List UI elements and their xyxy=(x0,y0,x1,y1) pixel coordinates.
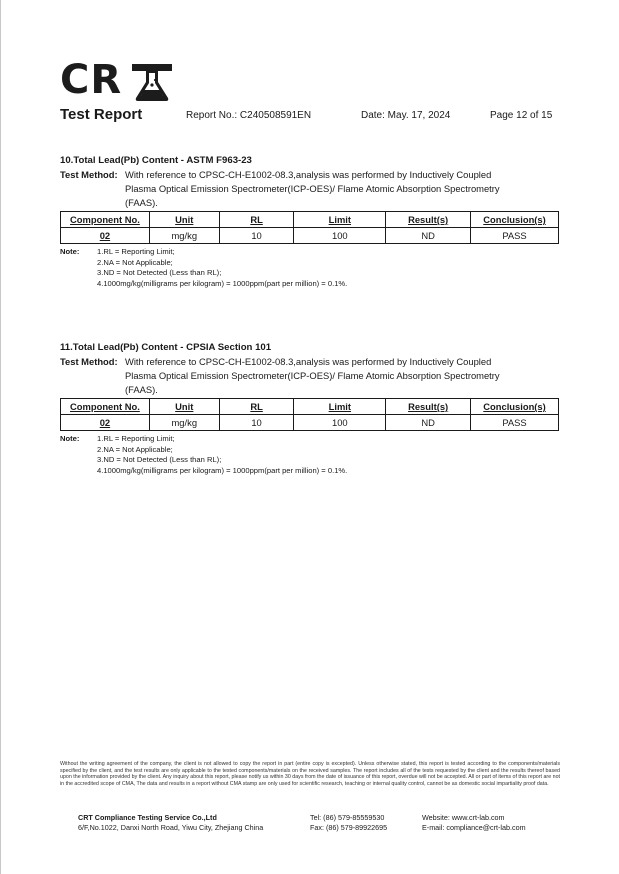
cell-result: ND xyxy=(386,228,471,244)
table-row xyxy=(61,228,559,244)
note-item: 4.1000mg/kg(milligrams per kilogram) = 1000ppm(part per million) = 0.1%. xyxy=(97,278,348,288)
telephone: Tel: (86) 579-85559530 xyxy=(310,813,385,822)
table-header-row xyxy=(61,212,559,228)
cell-unit: mg/kg xyxy=(149,415,219,431)
cell-limit: 100 xyxy=(294,415,386,431)
test-method-line: (FAAS). xyxy=(125,384,158,395)
website: Website: www.crt-lab.com xyxy=(422,813,505,822)
results-table xyxy=(60,398,559,431)
crt-logo xyxy=(60,58,180,102)
header-limit: Limit xyxy=(294,399,386,415)
note-item: 3.ND = Not Detected (Less than RL); xyxy=(97,268,222,277)
company-name: CRT Compliance Testing Service Co.,Ltd xyxy=(78,813,217,822)
contact-info xyxy=(310,813,387,833)
page-edge xyxy=(0,0,1,874)
cell-rl: 10 xyxy=(219,228,294,244)
table-header-row xyxy=(61,399,559,415)
logo-text: CR xyxy=(60,57,123,103)
test-method xyxy=(60,168,560,210)
cell-unit: mg/kg xyxy=(149,228,219,244)
fax: Fax: (86) 579-89922695 xyxy=(310,823,388,832)
cell-rl: 10 xyxy=(219,415,294,431)
test-method-line: Plasma Optical Emission Spectrometer(ICP-OES)/ Flame Atomic Absorption Spectrometry xyxy=(125,183,500,194)
header-unit: Unit xyxy=(149,212,219,228)
header-results: Result(s) xyxy=(386,212,471,228)
header-component-no: Component No. xyxy=(61,212,150,228)
note-label: Note: xyxy=(60,434,80,443)
header-results: Result(s) xyxy=(386,399,471,415)
section-11 xyxy=(60,341,560,475)
table-row xyxy=(61,415,559,431)
report-date: Date: May. 17, 2024 xyxy=(361,110,451,121)
header-conclusion: Conclusion(s) xyxy=(471,212,559,228)
test-method-line: (FAAS). xyxy=(125,197,158,208)
cell-conclusion: PASS xyxy=(471,415,559,431)
note-label: Note: xyxy=(60,247,80,256)
cell-component-no: 02 xyxy=(61,415,150,431)
company-address: 6/F,No.1022, Danxi North Road, Yiwu City, Zhejiang China xyxy=(78,823,264,832)
header-conclusion: Conclusion(s) xyxy=(471,399,559,415)
note-item: 1.RL = Reporting Limit; xyxy=(97,434,175,443)
report-title: Test Report xyxy=(60,106,143,123)
cell-component-no: 02 xyxy=(61,228,150,244)
results-table xyxy=(60,211,559,244)
test-method-line: With reference to CPSC-CH-E1002-08.3,analysis was performed by Inductively Coupled xyxy=(125,169,492,180)
company-info xyxy=(78,813,263,833)
note-item: 2.NA = Not Applicable; xyxy=(97,257,173,267)
section-10 xyxy=(60,154,560,288)
report-number: Report No.: C240508591EN xyxy=(186,110,312,121)
disclaimer: Without the writing agreement of the company, the client is not allowed to copy the report in part (entire copy is excepted). Unless otherwise stated, this report is tested according to the components/materials specified by the client, and the test results are only applicable to the tested components/materials on the received samples. The report includes all of the tests requested by the client and the results thereof based upon the information provided by the client. Any inquiry about this report, please notify us within 30 days from the date of issuance of this report, overdue will not be accepted. All or part of items of this report are not in the accredited scope of CMA, The data and results in a report without CMA stamp are only used for scientific research, teaching or internal quality control, cannot be as domestic social impartiality proof data. xyxy=(60,761,560,787)
note-item: 1.RL = Reporting Limit; xyxy=(97,247,175,256)
test-method xyxy=(60,355,560,397)
flask-icon xyxy=(130,60,174,102)
note-item: 3.ND = Not Detected (Less than RL); xyxy=(97,455,222,464)
test-method-line: With reference to CPSC-CH-E1002-08.3,analysis was performed by Inductively Coupled xyxy=(125,356,492,367)
email: E-mail: compliance@crt-lab.com xyxy=(422,823,526,832)
header-unit: Unit xyxy=(149,399,219,415)
cell-limit: 100 xyxy=(294,228,386,244)
note-item: 2.NA = Not Applicable; xyxy=(97,444,173,454)
page-number: Page 12 of 15 xyxy=(490,110,553,121)
report-header xyxy=(60,106,560,125)
header-limit: Limit xyxy=(294,212,386,228)
note-item: 4.1000mg/kg(milligrams per kilogram) = 1000ppm(part per million) = 0.1%. xyxy=(97,465,348,475)
web-info xyxy=(422,813,526,833)
section-title: 11.Total Lead(Pb) Content - CPSIA Section 101 xyxy=(60,342,272,353)
header-rl: RL xyxy=(219,399,294,415)
cell-result: ND xyxy=(386,415,471,431)
header-component-no: Component No. xyxy=(61,399,150,415)
test-method-line: Plasma Optical Emission Spectrometer(ICP-OES)/ Flame Atomic Absorption Spectrometry xyxy=(125,370,500,381)
header-rl: RL xyxy=(219,212,294,228)
test-method-label: Test Method: xyxy=(60,169,118,180)
section-title: 10.Total Lead(Pb) Content - ASTM F963-23 xyxy=(60,155,252,166)
cell-conclusion: PASS xyxy=(471,228,559,244)
test-method-label: Test Method: xyxy=(60,356,118,367)
